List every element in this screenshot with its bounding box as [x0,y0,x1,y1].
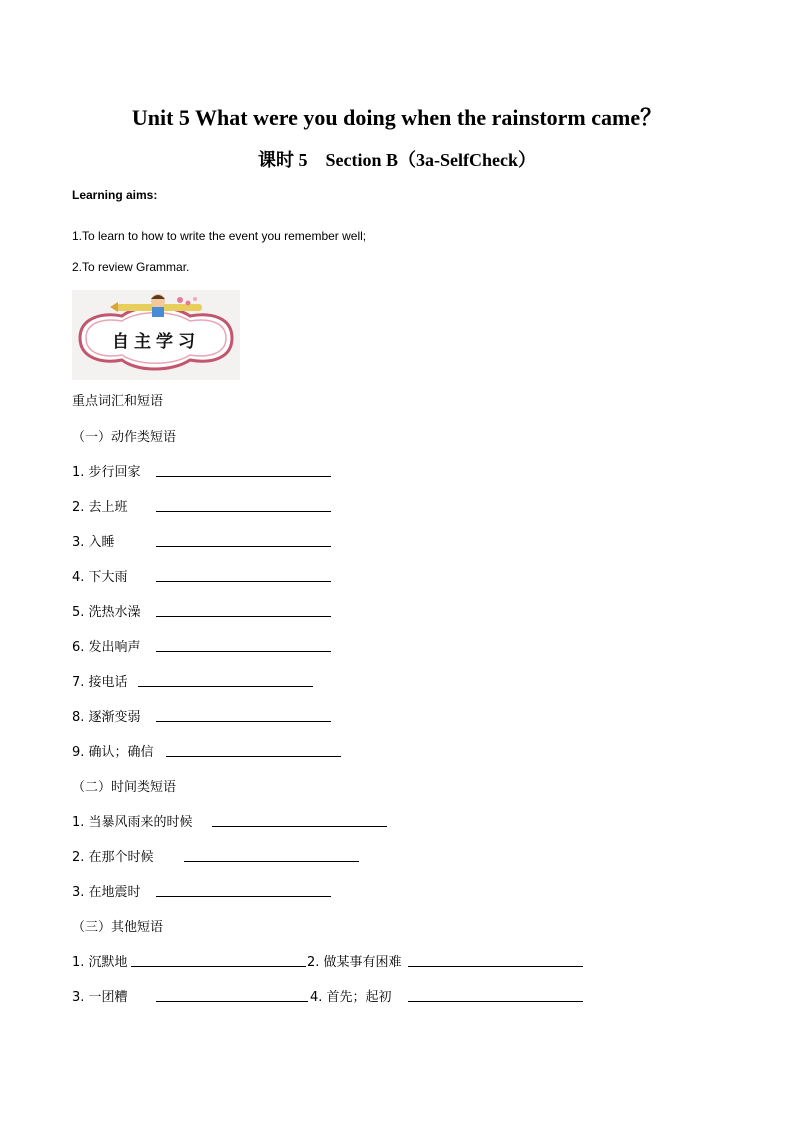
answer-blank[interactable] [212,826,387,827]
answer-blank[interactable] [408,966,583,967]
phrase-label: 4. 下大雨 [72,570,128,585]
phrase-label: 2. 做某事有困难 [307,955,402,970]
answer-blank[interactable] [408,1001,583,1002]
learning-aim-1: 1.To learn to how to write the event you remember well; [72,229,367,243]
phrase-label: 2. 去上班 [72,500,128,515]
learning-aim-2: 2.To review Grammar. [72,260,190,274]
answer-blank[interactable] [156,476,331,477]
learning-aims-heading: Learning aims: [72,188,158,202]
phrase-label: 6. 发出响声 [72,640,141,655]
page-title: Unit 5 What were you doing when the rainstorm came？ [131,105,663,130]
phrase-label: 3. 入睡 [72,535,115,550]
answer-blank[interactable] [156,581,331,582]
phrase-label: 8. 逐渐变弱 [72,710,141,725]
section2-title: （二）时间类短语 [72,780,177,795]
phrase-label: 7. 接电话 [72,675,128,690]
lesson-subtitle: 课时 5 Section B（3a-SelfCheck） [258,150,536,170]
answer-blank[interactable] [184,861,359,862]
phrase-label: 1. 步行回家 [72,465,141,480]
banner-text: 自主学习 [112,332,200,352]
answer-blank[interactable] [156,1001,308,1002]
answer-blank[interactable] [156,896,331,897]
answer-blank[interactable] [156,511,331,512]
answer-blank[interactable] [156,651,331,652]
phrase-label: 9. 确认；确信 [72,745,154,760]
answer-blank[interactable] [138,686,313,687]
answer-blank[interactable] [156,546,331,547]
answer-blank[interactable] [156,616,331,617]
section3-title: （三）其他短语 [72,920,164,935]
phrase-label: 1. 当暴风雨来的时候 [72,815,193,830]
answer-blank[interactable] [131,966,306,967]
section1-title: （一）动作类短语 [72,430,177,445]
answer-blank[interactable] [156,721,331,722]
phrase-label: 5. 洗热水澡 [72,605,141,620]
answer-blank[interactable] [166,756,341,757]
vocab-heading: 重点词汇和短语 [72,394,164,409]
phrase-label: 3. 在地震时 [72,885,141,900]
phrase-label: 3. 一团糟 [72,990,128,1005]
self-study-banner [72,290,240,380]
phrase-label: 1. 沉默地 [72,955,128,970]
phrase-label: 2. 在那个时候 [72,850,154,865]
phrase-label: 4. 首先；起初 [310,990,392,1005]
